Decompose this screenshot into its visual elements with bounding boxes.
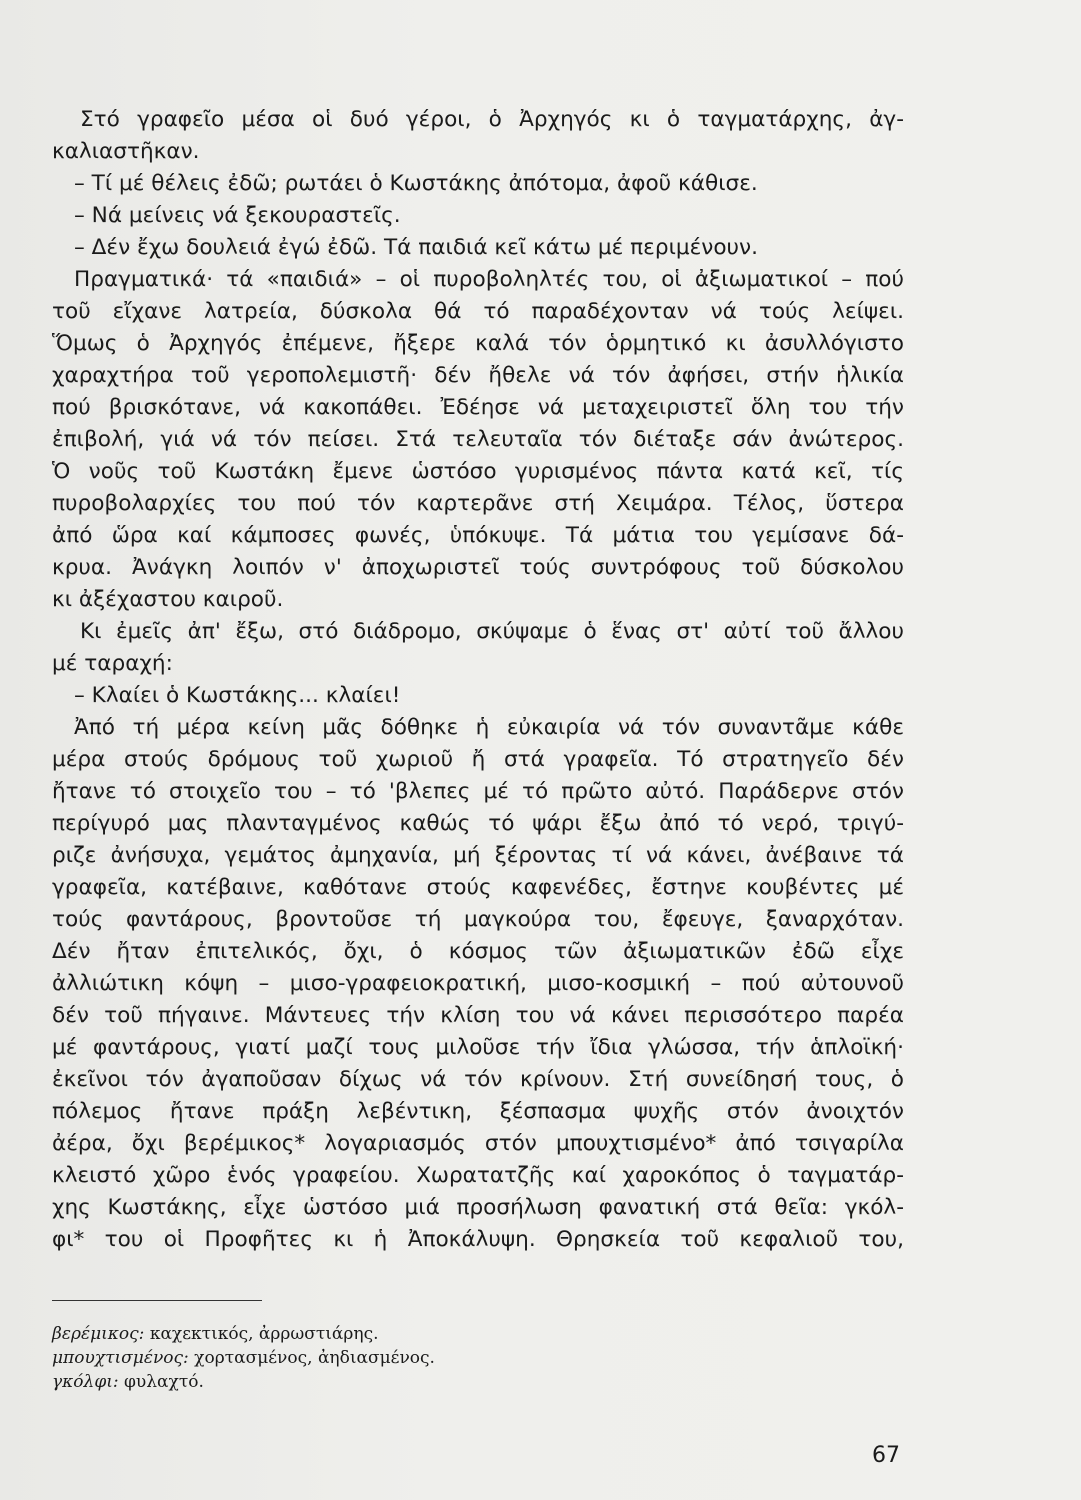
text-line: – Νά μείνεις νά ξεκουραστεῖς. <box>74 203 401 228</box>
footnote-term: βερέμικος: <box>52 1324 145 1344</box>
main-text-block <box>52 104 904 1256</box>
text-line: ἀέρα, ὄχι βερέμικος* λογαριασμός στόν μπουχτισμένο* ἀπό τσιγαρίλα <box>52 1131 904 1156</box>
footnote-definition: χορτασμένος, ἀηδιασμένος. <box>194 1348 435 1368</box>
footnote-divider <box>52 1300 262 1301</box>
text-line: χαραχτήρα τοῦ γεροπολεμιστῆ· δέν ἤθελε νά τόν ἀφήσει, στήν ἡλικία <box>52 363 904 388</box>
text-line: κι ἀξέχαστου καιροῦ. <box>52 587 284 612</box>
text-line: καλιαστῆκαν. <box>52 139 200 164</box>
text-line: – Τί μέ θέλεις ἐδῶ; ρωτάει ὁ Κωστάκης ἀπότομα, ἀφοῦ κάθισε. <box>74 171 758 196</box>
footnote <box>52 1322 752 1346</box>
text-line: πού βρισκότανε, νά κακοπάθει. Ἐδέησε νά μεταχειριστεῖ ὅλη του τήν <box>52 395 904 420</box>
text-line: – Κλαίει ὁ Κωστάκης... κλαίει! <box>74 683 401 708</box>
text-line: δέν τοῦ πήγαινε. Μάντευες τήν κλίση του νά κάνει περισσότερο παρέα <box>52 1003 904 1028</box>
text-line: μέ ταραχή: <box>52 651 173 676</box>
text-line: μέ φαντάρους, γιατί μαζί τους μιλοῦσε τήν ἴδια γλώσσα, τήν ἁπλοϊκή· <box>52 1035 904 1060</box>
text-line: ριζε ἀνήσυχα, γεμάτος ἀμηχανία, μή ξέροντας τί νά κάνει, ἀνέβαινε τά <box>52 843 904 868</box>
footnote <box>52 1370 752 1394</box>
text-line: γραφεῖα, κατέβαινε, καθότανε στούς καφενέδες, ἔστηνε κουβέντες μέ <box>52 875 904 900</box>
footnote-term: μπουχτισμένος: <box>52 1348 189 1368</box>
text-line: ἀλλιώτικη κόψη – μισο-γραφειοκρατική, μισο-κοσμική – πού αὐτουνοῦ <box>52 971 904 996</box>
text-line: ἐκεῖνοι τόν ἀγαποῦσαν δίχως νά τόν κρίνουν. Στή συνείδησή τους, ὁ <box>52 1067 904 1092</box>
text-line: – Δέν ἔχω δουλειά ἐγώ ἐδῶ. Τά παιδιά κεῖ κάτω μέ περιμένουν. <box>74 235 758 260</box>
text-line: πυροβολαρχίες του πού τόν καρτερᾶνε στή Χειμάρα. Τέλος, ὕστερα <box>52 491 904 516</box>
text-line: τοῦ εἴχανε λατρεία, δύσκολα θά τό παραδέχονταν νά τούς λείψει. <box>52 299 904 324</box>
text-line: ἐπιβολή, γιά νά τόν πείσει. Στά τελευταῖα τόν διέταξε σάν ἀνώτερος. <box>52 427 904 452</box>
text-line: Ἀπό τή μέρα κείνη μᾶς δόθηκε ἡ εὐκαιρία νά τόν συναντᾶμε κάθε <box>74 715 904 740</box>
text-line: Στό γραφεῖο μέσα οἱ δυό γέροι, ὁ Ἀρχηγός κι ὁ ταγματάρχης, ἀγ- <box>80 107 904 132</box>
text-line: πόλεμος ἤτανε πράξη λεβέντικη, ξέσπασμα ψυχῆς στόν ἀνοιχτόν <box>52 1099 904 1124</box>
text-line: Πραγματικά· τά «παιδιά» – οἱ πυροβοληλτές του, οἱ ἀξιωματικοί – πού <box>74 267 904 292</box>
text-line: Ὅμως ὁ Ἀρχηγός ἐπέμενε, ἤξερε καλά τόν ὁρμητικό κι ἀσυλλόγιστο <box>52 331 904 356</box>
footnote-term: γκόλφι: <box>52 1372 119 1392</box>
text-line: τούς φαντάρους, βροντοῦσε τή μαγκούρα του, ἔφευγε, ξαναρχόταν. <box>52 907 904 932</box>
footnote <box>52 1346 752 1370</box>
text-line: μέρα στούς δρόμους τοῦ χωριοῦ ἤ στά γραφεῖα. Τό στρατηγεῖο δέν <box>52 747 904 772</box>
text-line: Κι ἐμεῖς ἀπ' ἔξω, στό διάδρομο, σκύψαμε ὁ ἕνας στ' αὐτί τοῦ ἄλλου <box>80 619 904 644</box>
text-line: περίγυρό μας πλανταγμένος καθώς τό ψάρι ἔξω ἀπό τό νερό, τριγύ- <box>52 811 904 836</box>
footnotes <box>52 1322 752 1394</box>
text-line: Δέν ἤταν ἐπιτελικός, ὄχι, ὁ κόσμος τῶν ἀξιωματικῶν ἐδῶ εἶχε <box>52 939 904 964</box>
page-number: 67 <box>872 1443 900 1468</box>
footnote-definition: καχεκτικός, ἀρρωστιάρης. <box>149 1324 379 1344</box>
text-line: ἀπό ὥρα καί κάμποσες φωνές, ὑπόκυψε. Τά μάτια του γεμίσανε δά- <box>52 523 904 548</box>
footnote-definition: φυλαχτό. <box>124 1372 204 1392</box>
text-line: ἤτανε τό στοιχεῖο του – τό 'βλεπες μέ τό πρῶτο αὐτό. Παράδερνε στόν <box>52 779 904 804</box>
text-line: κρυα. Ἀνάγκη λοιπόν ν' ἀποχωριστεῖ τούς συντρόφους τοῦ δύσκολου <box>52 555 904 580</box>
text-line: Ὁ νοῦς τοῦ Κωστάκη ἔμενε ὡστόσο γυρισμένος πάντα κατά κεῖ, τίς <box>52 459 904 484</box>
text-line: κλειστό χῶρο ἑνός γραφείου. Χωρατατζῆς καί χαροκόπος ὁ ταγματάρ- <box>52 1163 904 1188</box>
text-line: φι* του οἱ Προφῆτες κι ἡ Ἀποκάλυψη. Θρησκεία τοῦ κεφαλιοῦ του, <box>52 1227 904 1252</box>
text-line: χης Κωστάκης, εἶχε ὡστόσο μιά προσήλωση φανατική στά θεῖα: γκόλ- <box>52 1195 904 1220</box>
